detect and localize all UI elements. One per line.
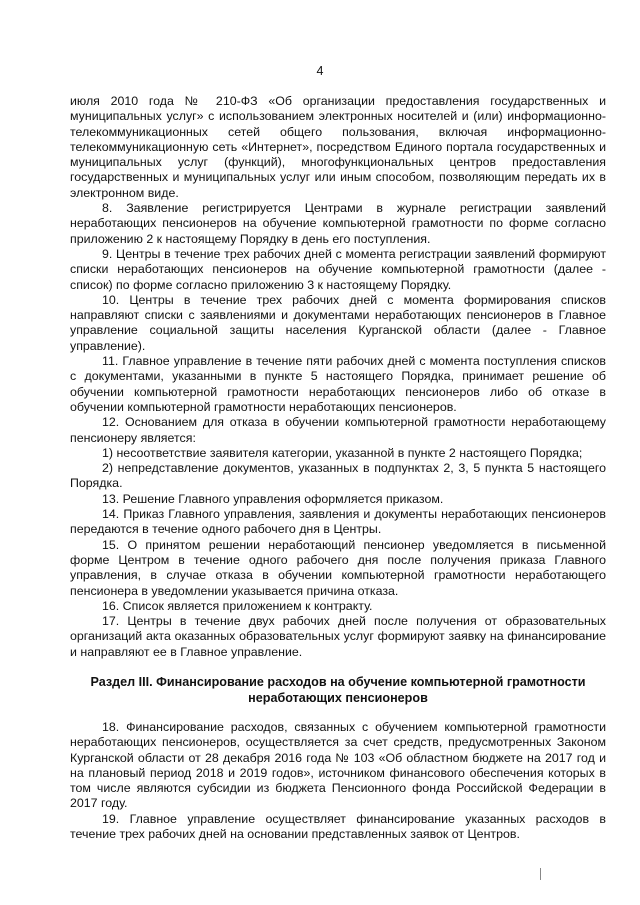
paragraph-8: 8. Заявление регистрируется Центрами в журнале регистрации заявлений неработающих пенсионеров на обучение компьютерной грамотности по форме согласно приложению 2 к настоящему Порядку в день его поступления. xyxy=(70,201,606,246)
paragraph-14: 14. Приказ Главного управления, заявления и документы неработающих пенсионеров передаются в течение одного рабочего дня в Центры. xyxy=(70,507,606,537)
section-heading: Раздел III. Финансирование расходов на обучение компьютерной грамотности неработающих пенсионеров xyxy=(90,675,586,705)
paragraph-16: 16. Список является приложением к контракту. xyxy=(102,598,373,613)
paragraph-11: 11. Главное управление в течение пяти рабочих дней с момента поступления списков с документами, указанными в пункте 5 настоящего Порядка, принимает решение об обучении компьютерной грамотности неработающих пенсионеров либо об отказе в обучении компьютерной грамотности неработающих пенсионеров. xyxy=(70,354,606,414)
paragraph-continuation: июля 2010 года № 210-ФЗ «Об организации предоставления государственных и муниципальных услуг» с использованием электронных носителей и (или) информационно-телекоммуникационных сетей общего пользования, включая информационно-телекоммуникационную сеть «Интернет», посредством Единого портала государственных и муниципальных услуг (функций), многофункциональных центров предоставления государственных и муниципальных услуг или иным способом, позволяющим передать их в электронном виде. xyxy=(70,94,606,200)
paragraph-10: 10. Центры в течение трех рабочих дней с момента формирования списков направляют списки с заявлениями и документами неработающих пенсионеров в Главное управление социальной защиты населения Курганской области (далее - Главное управление). xyxy=(70,292,606,353)
body-text-section-2 xyxy=(70,94,606,660)
page-number: 4 xyxy=(316,64,324,78)
paragraph-18: 18. Финансирование расходов, связанных с обучением компьютерной грамотности неработающих пенсионеров, осуществляется за счет средств, предусмотренных Законом Курганской области от 28 декабря 2016 года № 103 «Об областном бюджете на 2017 год и на плановый период 2018 и 2019 годов», источником финансового обеспечения которых в том числе являются субсидии из бюджета Пенсионного фонда Российской Федерации в 2017 году. xyxy=(70,720,606,811)
paragraph-9: 9. Центры в течение трех рабочих дней с момента регистрации заявлений формируют списки неработающих пенсионеров на обучение компьютерной грамотности (далее - список) по форме согласно приложению 3 к настоящему Порядку. xyxy=(70,246,606,292)
paragraph-12: 12. Основанием для отказа в обучении компьютерной грамотности неработающему пенсионеру является: xyxy=(70,415,606,445)
body-text-section-3 xyxy=(70,720,606,842)
paragraph-12-item-1: 1) несоответствие заявителя категории, указанной в пункте 2 настоящего Порядка; xyxy=(102,445,583,460)
scan-mark xyxy=(540,868,546,880)
paragraph-19: 19. Главное управление осуществляет финансирование указанных расходов в течение трех рабочих дней на основании представленных заявок от Центров. xyxy=(70,811,606,842)
paragraph-15: 15. О принятом решении неработающий пенсионер уведомляется в письменной форме Центром в течение одного рабочего дня после получения приказа Главного управления, в случае отказа в обучении компьютерной грамотности неработающего пенсионера в уведомлении указывается причина отказа. xyxy=(70,537,606,598)
paragraph-12-item-2: 2) непредставление документов, указанных в подпунктах 2, 3, 5 пункта 5 настоящего Порядка. xyxy=(70,461,606,491)
paragraph-13: 13. Решение Главного управления оформляется приказом. xyxy=(102,491,444,506)
paragraph-17: 17. Центры в течение двух рабочих дней после получения от образовательных организаций акта оказанных образовательных услуг формируют заявку на финансирование и направляют ее в Главное управление. xyxy=(70,614,606,659)
